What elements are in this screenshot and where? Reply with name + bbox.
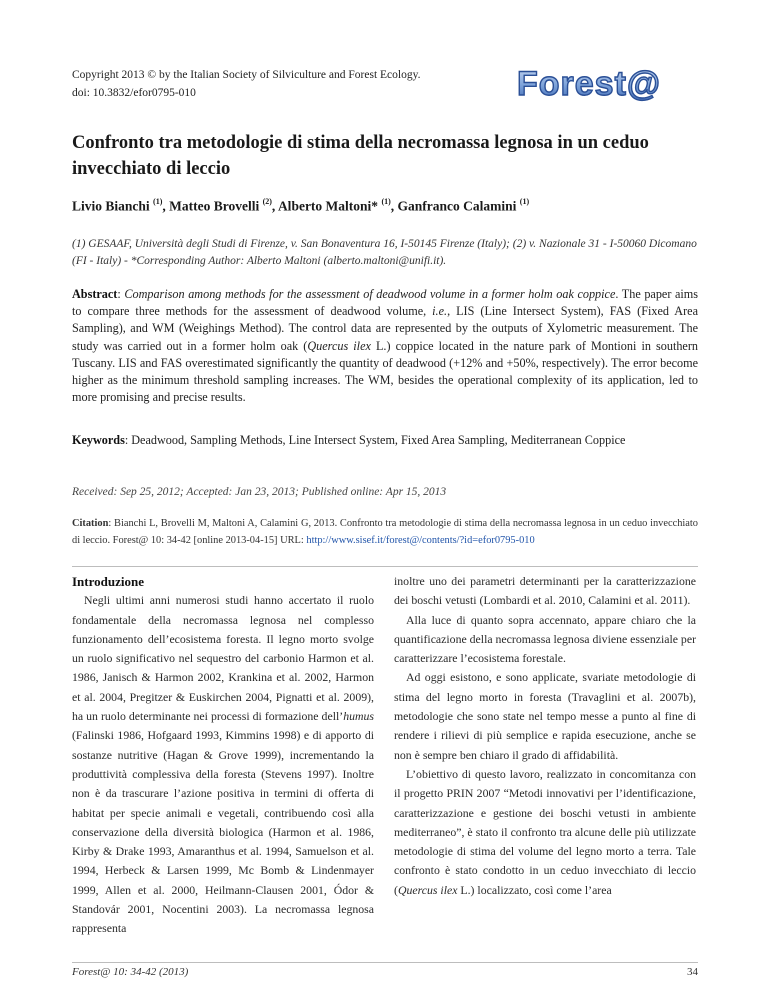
abstract-label: Abstract <box>72 287 118 301</box>
english-title: Comparison among methods for the assessment of deadwood volume in a former holm oak coppice <box>124 287 616 301</box>
author: Livio Bianchi <box>72 198 150 214</box>
logo-text: Forest@ <box>517 65 662 102</box>
citation: Citation: Bianchi L, Brovelli M, Maltoni A, Calamini G, 2013. Confronto tra metodologie di stima della necromassa legnosa in un ceduo invecchiato di leccio. Forest@ 10: 34-42 [online 2013-04-15] URL: http://www.sisef.it/forest@/contents/?id=efor0795-010 <box>72 518 698 546</box>
paper-title: Confronto tra metodologie di stima della necromassa legnosa in un ceduo invecchiato di leccio <box>72 133 649 179</box>
doi-line: doi: 10.3832/efor0795-010 <box>72 87 196 99</box>
author: Ganfranco Calamini <box>397 198 517 214</box>
paragraph: Alla luce di quanto sopra accennato, appare chiaro che la quantificazione della necromassa legnosa diviene essenziale per caratterizzare l’ecosistema forestale. <box>394 612 696 666</box>
paragraph: L’obiettivo di questo lavoro, realizzato in concomitanza con il progetto PRIN 2007 “Metodi innovativi per l’identificazione, caratterizzazione e gestione dei boschi vetusti in ambiente mediterraneo”, è stato il confronto tra alcune delle più utilizzate metodologie di stima del volume del legno morto a terra. Tale confronto è stato condotto in un ceduo invecchiato di leccio (Quercus ilex L.) localizzato, così come l’area <box>394 766 696 897</box>
author-affil-mark: (1) <box>153 197 163 206</box>
citation-label: Citation <box>72 518 109 529</box>
author: Alberto Maltoni* <box>277 198 379 214</box>
footer-journal: Forest@ 10: 34-42 (2013) <box>72 966 189 978</box>
citation-url-link[interactable]: http://www.sisef.it/forest@/contents/?id=efor0795-010 <box>306 534 535 546</box>
author-affil-mark: (1) <box>381 197 391 206</box>
paragraph: inoltre uno dei parametri determinanti per la caratterizzazione dei boschi vetusti (Lombardi et al. 2010, Calamini et al. 2011). <box>394 574 696 608</box>
page-number: 34 <box>687 966 698 978</box>
divider <box>72 566 698 567</box>
author: Matteo Brovelli <box>169 198 260 214</box>
copyright-line: Copyright 2013 © by the Italian Society of Silviculture and Forest Ecology. <box>72 69 421 81</box>
forest-logo <box>515 62 699 102</box>
publication-dates: Received: Sep 25, 2012; Accepted: Jan 23, 2013; Published online: Apr 15, 2013 <box>72 486 447 498</box>
author-affil-mark: (1) <box>519 197 530 206</box>
species-name: Quercus ilex <box>307 338 371 353</box>
abstract: Abstract: Comparison among methods for the assessment of deadwood volume in a former holm oak coppice. The paper aims to compare three methods for the assessment of deadwood volume, i.e., LIS (Line Intersect System), FAS (Fixed Area Sampling), and WM (Weighings Method). The control data are represented by the outputs of Xylometric measurement. The study was carried out in a former holm oak (Quercus ilex L.) coppice located in the nature park of Montioni in southern Tuscany. LIS and FAS overestimated significantly the quantity of deadwood (+12% and +50%, respectively). The error become higher as the minimum threshold sampling increases. The WM, besides the operational complexity of its application, led to more promising and precise results. <box>72 287 698 405</box>
section-heading: Introduzione <box>72 574 144 589</box>
text-column-right <box>394 572 696 900</box>
header-info <box>72 66 532 102</box>
affiliation: (1) GESAAF, Università degli Studi di Firenze, v. San Bonaventura 16, I-50145 Firenze (Italy); (2) v. Nazionale 31 - I-50060 Dicomano (FI - Italy) - *Corresponding Author: Alberto Maltoni (alberto.maltoni@unifi.it). <box>72 238 697 267</box>
paragraph: Ad oggi esistono, e sono applicate, svariate metodologie di stima del legno morto in foresta (Travaglini et al. 2007b), metodologie che sono state nel tempo messe a punto al fine di rendere i rilievi di più semplice e rapida esecuzione, anche se non è sempre ben chiaro il grado di affidabilità. <box>394 670 696 762</box>
author-list: Livio Bianchi $^{(1)}$, Matteo Brovelli $^{(2)}$, Alberto Maltoni* $^{(1)}$, Ganfranco Calamini $^{(1)}$ <box>72 197 530 214</box>
footer-divider <box>72 962 698 963</box>
keywords: Keywords: Deadwood, Sampling Methods, Line Intersect System, Fixed Area Sampling, Mediterranean Coppice <box>72 433 626 447</box>
text-column-left <box>72 572 374 939</box>
author-affil-mark: (2) <box>262 197 272 206</box>
paragraph: Negli ultimi anni numerosi studi hanno accertato il ruolo fondamentale della necromassa legnosa nel complesso funzionamento dell’ecosistema foresta. Il legno morto svolge un ruolo significativo nel sequestro del carbonio Harmon et al. 1986, Janisch & Harmon 2002, Krankina et al. 2002, Harmon et al. 2004, Pregitzer & Euskirchen 2004, Pignatti et al. 2009), ha un ruolo determinante nei processi di formazione dell’humus (Falinski 1986, Hofgaard 1993, Kimmins 1998) e di apporto di sostanze nutritive (Hagan & Grove 1999), incrementando la produttività complessiva della foresta (Stevens 1997). Inoltre non è da trascurare l’azione positiva in termini di offerta di habitat per specie animali e vegetali, contribuendo così alla conservazione della diversità biologica (Harmon et al. 1986, Kirby & Drake 1993, Amaranthus et al. 1994, Samuelson et al. 1994, Herbeck & Larsen 1999, Mc Bomb & Lindenmayer 1999, Allen et al. 2000, Heilmann-Clausen 2001, Ódor & Standovár 2001, Nocentini 2003). La necromassa legnosa rappresenta <box>72 593 374 936</box>
keywords-label: Keywords <box>72 433 125 447</box>
